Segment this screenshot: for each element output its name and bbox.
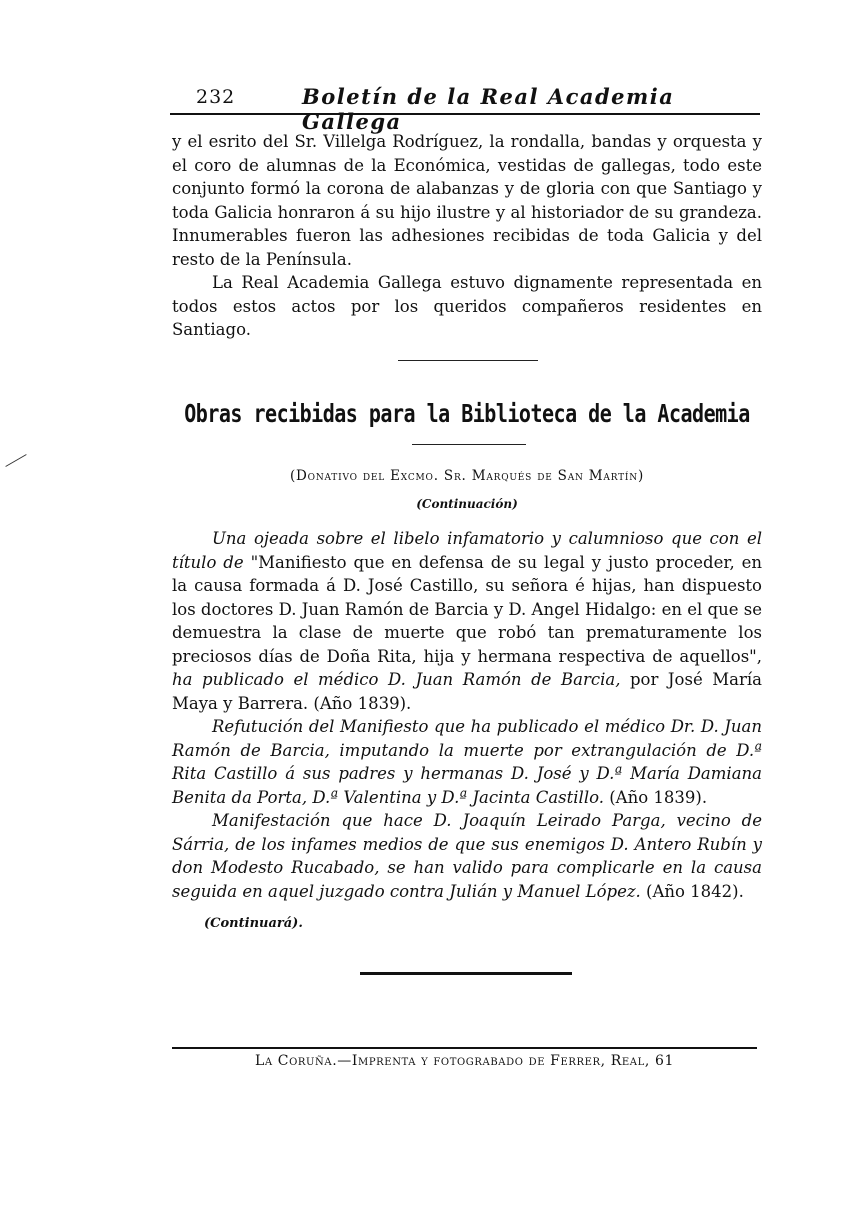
continuation-note: (Continuación)	[416, 497, 518, 511]
footer-rule	[172, 1047, 757, 1049]
printer-imprint: La Coruña.—Imprenta y fotograbado de Ferrer, Real, 61	[255, 1053, 674, 1069]
entry-1-text: "Manifiesto que en defensa de su legal y justo proceder, en la causa formada á D. José Castillo, su señora é hijas, han dispuesto los doctores D. Juan Ramón de Barcia y D. Angel Hidalgo: en el que se demuestra la clase de muerte que robó tan prematuramente los preciosos días de Doña Rita, hija y hermana respectiva de aquellos",	[172, 552, 763, 666]
entry-2-title: Refutución del Manifiesto que ha publicado el médico Dr. D. Juan Ramón de Barcia, imputando la muerte por extrangulación de D.ª Rita Castillo á sus padres y hermanas D. José y D.ª María Damiana Benita da Porta, D.ª Valentina y D.ª Jacinta Castillo.	[172, 717, 762, 807]
intro-text	[172, 130, 762, 342]
entry-3-year: (Año 1842).	[640, 881, 744, 901]
section-divider-top	[398, 360, 538, 361]
entry-2-year: (Año 1839).	[603, 787, 708, 807]
donation-subtitle: (Donativo del Excmo. Sr. Marqués de San Martín)	[289, 468, 645, 484]
entry-1-author-note: ha publicado el médico D. Juan Ramón de Barcia,	[172, 670, 621, 689]
intro-paragraph-2: La Real Academia Gallega estuvo dignamente representada en todos estos actos por los queridos compañeros residentes en Santiago.	[172, 273, 762, 339]
entry-1-title: Una ojeada sobre el libelo infamatorio y calumnioso que con el título de	[172, 529, 762, 572]
section-divider-bottom	[412, 444, 526, 445]
running-head: Boletín de la Real Academia Gallega	[302, 84, 675, 134]
page-header	[170, 84, 760, 134]
intro-paragraph-1: y el esrito del Sr. Villelga Rodríguez, la rondalla, bandas y orquesta y el coro de alumnas de la Económica, vestidas de gallegas, todo este conjunto formó la corona de alabanzas y de gloria con que Santiago y toda Galicia honraron á su hijo ilustre y al historiador de su grandeza. Innumerables fueron las adhesiones recibidas de toda Galicia y del resto de la Península.	[172, 132, 762, 269]
margin-mark	[5, 454, 26, 467]
page-number: 232	[196, 86, 236, 108]
entry-2	[172, 715, 762, 809]
entry-3-title: Manifestación que hace D. Joaquín Leirado Parga, vecino de Sárria, de los infames medios de que sus enemigos D. Antero Rubín y don Modesto Rucabado, se han valido para complicarle en la causa seguida en aquel juzgado contra Julián y Manuel López.	[172, 811, 762, 901]
header-rule	[170, 113, 760, 115]
entry-1	[172, 527, 762, 715]
entries-list	[172, 527, 762, 903]
to-be-continued: (Continuará).	[204, 916, 303, 931]
section-title: Obras recibidas para la Biblioteca de la Academia	[184, 398, 750, 428]
entry-1-author: por José María Maya y Barrera. (Año 1839).	[172, 670, 762, 713]
closing-rule	[360, 972, 572, 975]
entry-3	[172, 809, 762, 903]
